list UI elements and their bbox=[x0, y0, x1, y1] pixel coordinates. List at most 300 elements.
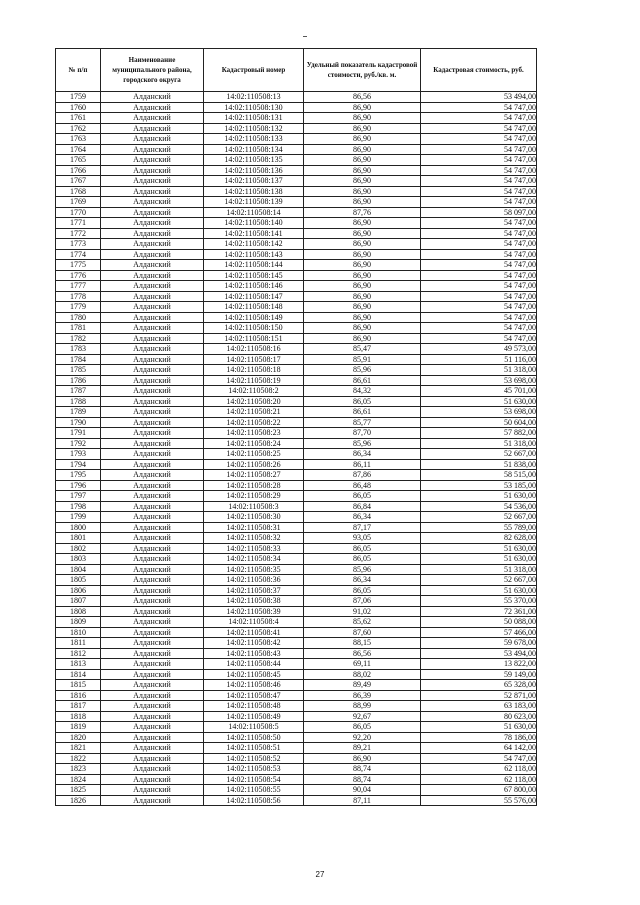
row-region: Алданский bbox=[101, 659, 204, 670]
row-cadastral-number: 14:02:110508:27 bbox=[204, 470, 304, 481]
table-row bbox=[56, 459, 537, 470]
row-cadastral-number: 14:02:110508:56 bbox=[204, 795, 304, 806]
row-number: 1790 bbox=[56, 417, 101, 428]
row-region: Алданский bbox=[101, 459, 204, 470]
table-row bbox=[56, 690, 537, 701]
row-cadastral-number: 14:02:110508:29 bbox=[204, 491, 304, 502]
row-number: 1780 bbox=[56, 312, 101, 323]
table-row bbox=[56, 155, 537, 166]
row-index: 86,11 bbox=[304, 459, 421, 470]
row-number: 1765 bbox=[56, 155, 101, 166]
row-cost: 13 822,00 bbox=[421, 659, 537, 670]
row-index: 86,90 bbox=[304, 123, 421, 134]
row-region: Алданский bbox=[101, 753, 204, 764]
table-row bbox=[56, 354, 537, 365]
row-index: 86,34 bbox=[304, 512, 421, 523]
row-cadastral-number: 14:02:110508:137 bbox=[204, 176, 304, 187]
scan-mark bbox=[303, 36, 307, 37]
page-number: 27 bbox=[315, 870, 325, 879]
row-cadastral-number: 14:02:110508:41 bbox=[204, 627, 304, 638]
row-cadastral-number: 14:02:110508:142 bbox=[204, 239, 304, 250]
row-number: 1824 bbox=[56, 774, 101, 785]
row-index: 86,90 bbox=[304, 281, 421, 292]
row-cadastral-number: 14:02:110508:138 bbox=[204, 186, 304, 197]
table-row bbox=[56, 218, 537, 229]
row-cost: 64 142,00 bbox=[421, 743, 537, 754]
row-cadastral-number: 14:02:110508:45 bbox=[204, 669, 304, 680]
row-region: Алданский bbox=[101, 575, 204, 586]
row-index: 86,90 bbox=[304, 302, 421, 313]
row-region: Алданский bbox=[101, 512, 204, 523]
row-index: 86,90 bbox=[304, 197, 421, 208]
row-cadastral-number: 14:02:110508:34 bbox=[204, 554, 304, 565]
row-cadastral-number: 14:02:110508:146 bbox=[204, 281, 304, 292]
row-index: 86,90 bbox=[304, 753, 421, 764]
row-index: 86,90 bbox=[304, 155, 421, 166]
row-index: 86,90 bbox=[304, 333, 421, 344]
row-cost: 52 667,00 bbox=[421, 449, 537, 460]
table-row bbox=[56, 365, 537, 376]
row-index: 86,90 bbox=[304, 228, 421, 239]
row-cadastral-number: 14:02:110508:144 bbox=[204, 260, 304, 271]
table-row bbox=[56, 638, 537, 649]
row-number: 1785 bbox=[56, 365, 101, 376]
row-region: Алданский bbox=[101, 344, 204, 355]
row-cost: 51 838,00 bbox=[421, 459, 537, 470]
row-region: Алданский bbox=[101, 291, 204, 302]
row-region: Алданский bbox=[101, 585, 204, 596]
row-cadastral-number: 14:02:110508:3 bbox=[204, 501, 304, 512]
row-index: 86,90 bbox=[304, 312, 421, 323]
row-cadastral-number: 14:02:110508:32 bbox=[204, 533, 304, 544]
row-cost: 82 628,00 bbox=[421, 533, 537, 544]
row-cost: 50 088,00 bbox=[421, 617, 537, 628]
row-region: Алданский bbox=[101, 155, 204, 166]
row-cost: 54 747,00 bbox=[421, 239, 537, 250]
header-cost: Кадастровая стоимость, руб. bbox=[421, 49, 537, 92]
row-index: 85,91 bbox=[304, 354, 421, 365]
row-number: 1769 bbox=[56, 197, 101, 208]
row-cost: 53 494,00 bbox=[421, 92, 537, 103]
row-number: 1794 bbox=[56, 459, 101, 470]
row-region: Алданский bbox=[101, 239, 204, 250]
row-cadastral-number: 14:02:110508:22 bbox=[204, 417, 304, 428]
row-cost: 54 747,00 bbox=[421, 302, 537, 313]
row-index: 84,32 bbox=[304, 386, 421, 397]
row-number: 1788 bbox=[56, 396, 101, 407]
row-cost: 51 318,00 bbox=[421, 365, 537, 376]
row-index: 88,99 bbox=[304, 701, 421, 712]
row-number: 1811 bbox=[56, 638, 101, 649]
row-index: 86,05 bbox=[304, 722, 421, 733]
row-region: Алданский bbox=[101, 186, 204, 197]
row-cost: 54 747,00 bbox=[421, 228, 537, 239]
row-cost: 54 747,00 bbox=[421, 144, 537, 155]
row-number: 1775 bbox=[56, 260, 101, 271]
table-row bbox=[56, 291, 537, 302]
row-index: 86,34 bbox=[304, 449, 421, 460]
row-number: 1760 bbox=[56, 102, 101, 113]
row-region: Алданский bbox=[101, 407, 204, 418]
table-row bbox=[56, 249, 537, 260]
row-cadastral-number: 14:02:110508:20 bbox=[204, 396, 304, 407]
row-number: 1771 bbox=[56, 218, 101, 229]
row-region: Алданский bbox=[101, 249, 204, 260]
table-row bbox=[56, 375, 537, 386]
table-row bbox=[56, 722, 537, 733]
row-cost: 45 701,00 bbox=[421, 386, 537, 397]
table-row bbox=[56, 344, 537, 355]
row-region: Алданский bbox=[101, 701, 204, 712]
table-row bbox=[56, 753, 537, 764]
row-region: Алданский bbox=[101, 606, 204, 617]
row-number: 1789 bbox=[56, 407, 101, 418]
table-row bbox=[56, 554, 537, 565]
header-row bbox=[56, 49, 537, 92]
table-row bbox=[56, 417, 537, 428]
row-index: 85,62 bbox=[304, 617, 421, 628]
table-row bbox=[56, 585, 537, 596]
row-region: Алданский bbox=[101, 764, 204, 775]
row-number: 1767 bbox=[56, 176, 101, 187]
row-region: Алданский bbox=[101, 596, 204, 607]
row-number: 1772 bbox=[56, 228, 101, 239]
row-cost: 54 747,00 bbox=[421, 281, 537, 292]
row-region: Алданский bbox=[101, 302, 204, 313]
row-cost: 54 747,00 bbox=[421, 323, 537, 334]
row-cadastral-number: 14:02:110508:139 bbox=[204, 197, 304, 208]
row-region: Алданский bbox=[101, 207, 204, 218]
row-index: 86,90 bbox=[304, 165, 421, 176]
row-number: 1807 bbox=[56, 596, 101, 607]
row-cost: 54 747,00 bbox=[421, 249, 537, 260]
row-cadastral-number: 14:02:110508:13 bbox=[204, 92, 304, 103]
table-row bbox=[56, 627, 537, 638]
row-index: 92,20 bbox=[304, 732, 421, 743]
row-cadastral-number: 14:02:110508:49 bbox=[204, 711, 304, 722]
row-cost: 54 747,00 bbox=[421, 113, 537, 124]
row-region: Алданский bbox=[101, 543, 204, 554]
row-number: 1773 bbox=[56, 239, 101, 250]
cadastral-table bbox=[55, 48, 537, 806]
row-region: Алданский bbox=[101, 711, 204, 722]
row-index: 86,61 bbox=[304, 375, 421, 386]
row-cost: 51 630,00 bbox=[421, 491, 537, 502]
row-number: 1764 bbox=[56, 144, 101, 155]
row-index: 88,15 bbox=[304, 638, 421, 649]
row-cadastral-number: 14:02:110508:38 bbox=[204, 596, 304, 607]
row-cadastral-number: 14:02:110508:28 bbox=[204, 480, 304, 491]
row-cadastral-number: 14:02:110508:44 bbox=[204, 659, 304, 670]
row-index: 85,96 bbox=[304, 365, 421, 376]
row-region: Алданский bbox=[101, 396, 204, 407]
table-row bbox=[56, 764, 537, 775]
row-cost: 54 747,00 bbox=[421, 218, 537, 229]
row-cadastral-number: 14:02:110508:33 bbox=[204, 543, 304, 554]
table-row bbox=[56, 134, 537, 145]
row-region: Алданский bbox=[101, 795, 204, 806]
table-row bbox=[56, 533, 537, 544]
row-index: 85,47 bbox=[304, 344, 421, 355]
table-row bbox=[56, 648, 537, 659]
row-cost: 58 515,00 bbox=[421, 470, 537, 481]
row-cost: 53 698,00 bbox=[421, 407, 537, 418]
row-cost: 55 576,00 bbox=[421, 795, 537, 806]
row-number: 1805 bbox=[56, 575, 101, 586]
table-row bbox=[56, 606, 537, 617]
row-cadastral-number: 14:02:110508:149 bbox=[204, 312, 304, 323]
row-cadastral-number: 14:02:110508:54 bbox=[204, 774, 304, 785]
row-index: 87,86 bbox=[304, 470, 421, 481]
row-region: Алданский bbox=[101, 312, 204, 323]
row-cost: 54 747,00 bbox=[421, 197, 537, 208]
row-region: Алданский bbox=[101, 669, 204, 680]
row-region: Алданский bbox=[101, 501, 204, 512]
table-row bbox=[56, 438, 537, 449]
row-index: 88,02 bbox=[304, 669, 421, 680]
row-cadastral-number: 14:02:110508:37 bbox=[204, 585, 304, 596]
row-region: Алданский bbox=[101, 554, 204, 565]
table-row bbox=[56, 669, 537, 680]
row-cadastral-number: 14:02:110508:42 bbox=[204, 638, 304, 649]
table-body bbox=[56, 92, 537, 806]
row-cost: 54 747,00 bbox=[421, 186, 537, 197]
row-index: 86,90 bbox=[304, 270, 421, 281]
row-region: Алданский bbox=[101, 218, 204, 229]
row-index: 86,05 bbox=[304, 554, 421, 565]
row-cadastral-number: 14:02:110508:25 bbox=[204, 449, 304, 460]
row-cadastral-number: 14:02:110508:47 bbox=[204, 690, 304, 701]
row-cost: 51 630,00 bbox=[421, 543, 537, 554]
row-index: 86,61 bbox=[304, 407, 421, 418]
row-region: Алданский bbox=[101, 417, 204, 428]
row-cadastral-number: 14:02:110508:18 bbox=[204, 365, 304, 376]
row-index: 88,74 bbox=[304, 764, 421, 775]
header-num: № п/п bbox=[56, 49, 101, 92]
row-region: Алданский bbox=[101, 197, 204, 208]
row-number: 1796 bbox=[56, 480, 101, 491]
row-cadastral-number: 14:02:110508:30 bbox=[204, 512, 304, 523]
row-number: 1793 bbox=[56, 449, 101, 460]
table-row bbox=[56, 302, 537, 313]
table-row bbox=[56, 197, 537, 208]
row-cost: 59 678,00 bbox=[421, 638, 537, 649]
row-number: 1781 bbox=[56, 323, 101, 334]
table-row bbox=[56, 596, 537, 607]
row-index: 86,90 bbox=[304, 176, 421, 187]
row-number: 1770 bbox=[56, 207, 101, 218]
table-row bbox=[56, 732, 537, 743]
table-row bbox=[56, 564, 537, 575]
row-cost: 54 747,00 bbox=[421, 176, 537, 187]
row-index: 86,90 bbox=[304, 218, 421, 229]
row-cost: 49 573,00 bbox=[421, 344, 537, 355]
row-cadastral-number: 14:02:110508:48 bbox=[204, 701, 304, 712]
row-region: Алданский bbox=[101, 228, 204, 239]
row-number: 1786 bbox=[56, 375, 101, 386]
row-cost: 62 118,00 bbox=[421, 774, 537, 785]
row-index: 86,34 bbox=[304, 575, 421, 586]
row-number: 1817 bbox=[56, 701, 101, 712]
row-number: 1808 bbox=[56, 606, 101, 617]
row-number: 1782 bbox=[56, 333, 101, 344]
table-row bbox=[56, 774, 537, 785]
row-index: 85,96 bbox=[304, 438, 421, 449]
table-row bbox=[56, 386, 537, 397]
table-row bbox=[56, 396, 537, 407]
table-row bbox=[56, 270, 537, 281]
row-cadastral-number: 14:02:110508:148 bbox=[204, 302, 304, 313]
row-cadastral-number: 14:02:110508:52 bbox=[204, 753, 304, 764]
table-row bbox=[56, 743, 537, 754]
row-number: 1778 bbox=[56, 291, 101, 302]
row-number: 1802 bbox=[56, 543, 101, 554]
row-index: 86,90 bbox=[304, 102, 421, 113]
row-index: 86,84 bbox=[304, 501, 421, 512]
row-number: 1799 bbox=[56, 512, 101, 523]
row-number: 1777 bbox=[56, 281, 101, 292]
row-number: 1815 bbox=[56, 680, 101, 691]
row-number: 1768 bbox=[56, 186, 101, 197]
row-region: Алданский bbox=[101, 743, 204, 754]
row-region: Алданский bbox=[101, 564, 204, 575]
row-region: Алданский bbox=[101, 617, 204, 628]
row-index: 86,05 bbox=[304, 585, 421, 596]
header-index: Удельный показатель кадастровой стоимости, руб./кв. м. bbox=[304, 49, 421, 92]
row-cost: 51 630,00 bbox=[421, 722, 537, 733]
row-cost: 78 186,00 bbox=[421, 732, 537, 743]
table-row bbox=[56, 102, 537, 113]
row-cadastral-number: 14:02:110508:19 bbox=[204, 375, 304, 386]
row-number: 1803 bbox=[56, 554, 101, 565]
row-number: 1759 bbox=[56, 92, 101, 103]
row-number: 1791 bbox=[56, 428, 101, 439]
row-number: 1761 bbox=[56, 113, 101, 124]
row-cost: 67 800,00 bbox=[421, 785, 537, 796]
row-region: Алданский bbox=[101, 438, 204, 449]
row-index: 92,67 bbox=[304, 711, 421, 722]
table-row bbox=[56, 512, 537, 523]
row-number: 1804 bbox=[56, 564, 101, 575]
row-number: 1819 bbox=[56, 722, 101, 733]
table-row bbox=[56, 711, 537, 722]
row-index: 87,70 bbox=[304, 428, 421, 439]
row-cost: 52 667,00 bbox=[421, 575, 537, 586]
row-number: 1809 bbox=[56, 617, 101, 628]
row-cadastral-number: 14:02:110508:21 bbox=[204, 407, 304, 418]
row-region: Алданский bbox=[101, 365, 204, 376]
row-index: 86,90 bbox=[304, 323, 421, 334]
row-cost: 52 667,00 bbox=[421, 512, 537, 523]
row-cadastral-number: 14:02:110508:46 bbox=[204, 680, 304, 691]
row-number: 1818 bbox=[56, 711, 101, 722]
row-index: 86,56 bbox=[304, 648, 421, 659]
row-cadastral-number: 14:02:110508:36 bbox=[204, 575, 304, 586]
row-cost: 54 747,00 bbox=[421, 753, 537, 764]
row-index: 87,17 bbox=[304, 522, 421, 533]
table-row bbox=[56, 522, 537, 533]
row-cost: 55 789,00 bbox=[421, 522, 537, 533]
row-cadastral-number: 14:02:110508:55 bbox=[204, 785, 304, 796]
row-cadastral-number: 14:02:110508:53 bbox=[204, 764, 304, 775]
row-cost: 53 494,00 bbox=[421, 648, 537, 659]
row-cadastral-number: 14:02:110508:131 bbox=[204, 113, 304, 124]
row-region: Алданский bbox=[101, 92, 204, 103]
row-cadastral-number: 14:02:110508:16 bbox=[204, 344, 304, 355]
row-region: Алданский bbox=[101, 690, 204, 701]
row-cost: 51 318,00 bbox=[421, 438, 537, 449]
row-cost: 62 118,00 bbox=[421, 764, 537, 775]
row-cadastral-number: 14:02:110508:23 bbox=[204, 428, 304, 439]
row-cost: 51 630,00 bbox=[421, 554, 537, 565]
row-region: Алданский bbox=[101, 176, 204, 187]
row-index: 86,48 bbox=[304, 480, 421, 491]
row-cadastral-number: 14:02:110508:150 bbox=[204, 323, 304, 334]
row-region: Алданский bbox=[101, 386, 204, 397]
row-region: Алданский bbox=[101, 428, 204, 439]
table-row bbox=[56, 239, 537, 250]
row-cadastral-number: 14:02:110508:4 bbox=[204, 617, 304, 628]
row-region: Алданский bbox=[101, 470, 204, 481]
row-region: Алданский bbox=[101, 354, 204, 365]
row-index: 85,77 bbox=[304, 417, 421, 428]
row-index: 86,90 bbox=[304, 239, 421, 250]
table-row bbox=[56, 228, 537, 239]
row-index: 89,49 bbox=[304, 680, 421, 691]
row-number: 1823 bbox=[56, 764, 101, 775]
table-row bbox=[56, 312, 537, 323]
row-cost: 51 630,00 bbox=[421, 396, 537, 407]
row-number: 1816 bbox=[56, 690, 101, 701]
row-region: Алданский bbox=[101, 260, 204, 271]
row-number: 1766 bbox=[56, 165, 101, 176]
row-cost: 54 747,00 bbox=[421, 102, 537, 113]
row-cost: 65 328,00 bbox=[421, 680, 537, 691]
row-number: 1812 bbox=[56, 648, 101, 659]
row-cost: 53 185,00 bbox=[421, 480, 537, 491]
row-index: 86,05 bbox=[304, 491, 421, 502]
row-region: Алданский bbox=[101, 165, 204, 176]
row-index: 87,76 bbox=[304, 207, 421, 218]
table-row bbox=[56, 92, 537, 103]
row-region: Алданский bbox=[101, 102, 204, 113]
row-cost: 59 149,00 bbox=[421, 669, 537, 680]
row-region: Алданский bbox=[101, 123, 204, 134]
row-cost: 50 604,00 bbox=[421, 417, 537, 428]
row-region: Алданский bbox=[101, 533, 204, 544]
row-cost: 54 747,00 bbox=[421, 291, 537, 302]
row-number: 1776 bbox=[56, 270, 101, 281]
row-index: 86,90 bbox=[304, 134, 421, 145]
table-row bbox=[56, 207, 537, 218]
row-cadastral-number: 14:02:110508:135 bbox=[204, 155, 304, 166]
table-row bbox=[56, 260, 537, 271]
row-cost: 54 747,00 bbox=[421, 333, 537, 344]
row-index: 86,90 bbox=[304, 113, 421, 124]
row-cadastral-number: 14:02:110508:24 bbox=[204, 438, 304, 449]
table-row bbox=[56, 659, 537, 670]
table-row bbox=[56, 323, 537, 334]
row-cost: 53 698,00 bbox=[421, 375, 537, 386]
row-index: 69,11 bbox=[304, 659, 421, 670]
row-index: 87,11 bbox=[304, 795, 421, 806]
table-row bbox=[56, 449, 537, 460]
table-row bbox=[56, 113, 537, 124]
row-number: 1814 bbox=[56, 669, 101, 680]
header-cadastral: Кадастровый номер bbox=[204, 49, 304, 92]
row-number: 1801 bbox=[56, 533, 101, 544]
row-index: 86,90 bbox=[304, 260, 421, 271]
